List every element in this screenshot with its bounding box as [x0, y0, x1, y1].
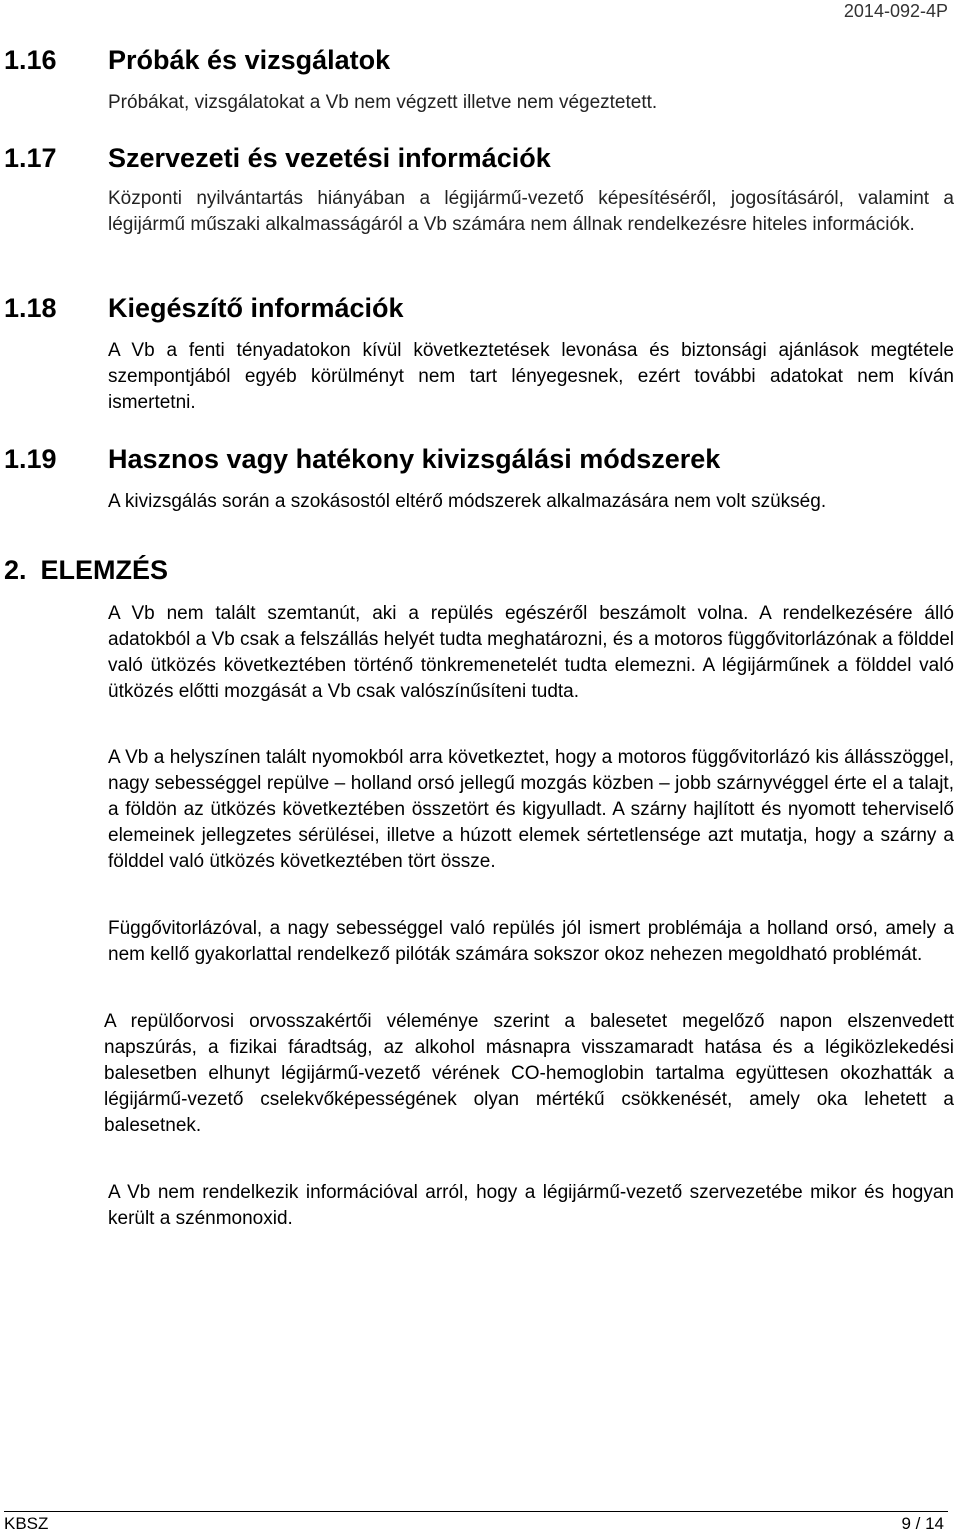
- section-paragraph: A Vb a helyszínen talált nyomokból arra következtet, hogy a motoros függővitorlázó kis állásszöggel, nagy sebességgel repülve – holland orsó jellegű mozgás közben – jobb szárnyvéggel érte el a talajt, a földön az ütközés következtében összetört és kigyulladt. A szárny hajlított és nyomott teherviselő elemeinek jellegzetes sérülései, illetve a húzott elemek sértetlensége azt mutatja, hogy a szárny a földdel való ütközés következtében tört össze.: [108, 747, 954, 872]
- section-number: 1.16: [4, 45, 57, 75]
- section-paragraph: A Vb a fenti tényadatokon kívül következtetések levonása és biztonsági ajánlások megtétele szempontjából egyéb körülményt nem tart lényegesnek, ezért további adatokat nem kíván ismertetni.: [108, 340, 954, 413]
- section-paragraph: Központi nyilvántartás hiányában a légijármű-vezető képesítéséről, jogosításáról, valamint a légijármű műszaki alkalmasságáról a Vb számára nem állnak rendelkezésre hiteles információk.: [108, 188, 954, 235]
- section-paragraph: A Vb nem talált szemtanút, aki a repülés egészéről beszámolt volna. A rendelkezésére álló adatokból a Vb csak a felszállás helyét tudta meghatározni, és a motoros függővitorlázónak a földdel való ütközés következtében történő tönkremenetelét tudta elemezni. A légijárműnek a földdel való ütközés előtti mozgását a Vb csak valószínűsíteni tudta.: [108, 603, 955, 702]
- section-heading-1-19: [4, 443, 720, 475]
- section-paragraph: Függővitorlázóval, a nagy sebességgel való repülés jól ismert problémája a holland orsó, amely a nem kellő gyakorlattal rendelkező pilóták számára sokszor okoz nehezen megoldható problémát.: [108, 918, 954, 965]
- section-title: Kiegészítő információk: [108, 293, 404, 323]
- section-paragraph: Próbákat, vizsgálatokat a Vb nem végzett illetve nem végeztetett.: [108, 92, 658, 113]
- page-number: 9 / 14: [901, 1514, 944, 1533]
- section-heading-2: [4, 554, 168, 586]
- section-paragraph: A kivizsgálás során a szokásostól eltérő módszerek alkalmazására nem volt szükség.: [108, 491, 827, 512]
- footer-organization: KBSZ: [4, 1514, 49, 1533]
- section-title: ELEMZÉS: [40, 555, 169, 585]
- section-number: 2.: [4, 555, 27, 585]
- section-title: Hasznos vagy hatékony kivizsgálási módszerek: [108, 444, 721, 474]
- section-heading-1-16: [4, 44, 390, 76]
- document-id: 2014-092-4P: [843, 1, 948, 21]
- section-heading-1-17: [4, 142, 551, 174]
- section-paragraph: A repülőorvosi orvosszakértői véleménye szerint a balesetet megelőző napon elszenvedett napszúrás, a fizikai fáradtság, az alkohol másnapra visszamaradt hatása és a légiközlekedési balesetben elhunyt légijármű-vezető vérének CO-hemoglobin tartalma együttesen okozhatták a légijármű-vezető cselekvőképességének olyan mértékű csökkenését, amely oka lehetett a balesetnek.: [104, 1011, 954, 1136]
- section-number: 1.18: [4, 293, 57, 323]
- section-title: Szervezeti és vezetési információk: [108, 143, 551, 173]
- section-paragraph: A Vb nem rendelkezik információval arról, hogy a légijármű-vezető szervezetébe mikor és hogyan került a szénmonoxid.: [108, 1182, 954, 1229]
- section-number: 1.17: [4, 143, 57, 173]
- footer-rule: [4, 1511, 948, 1512]
- section-number: 1.19: [4, 444, 57, 474]
- section-heading-1-18: [4, 292, 404, 324]
- section-title: Próbák és vizsgálatok: [108, 45, 391, 75]
